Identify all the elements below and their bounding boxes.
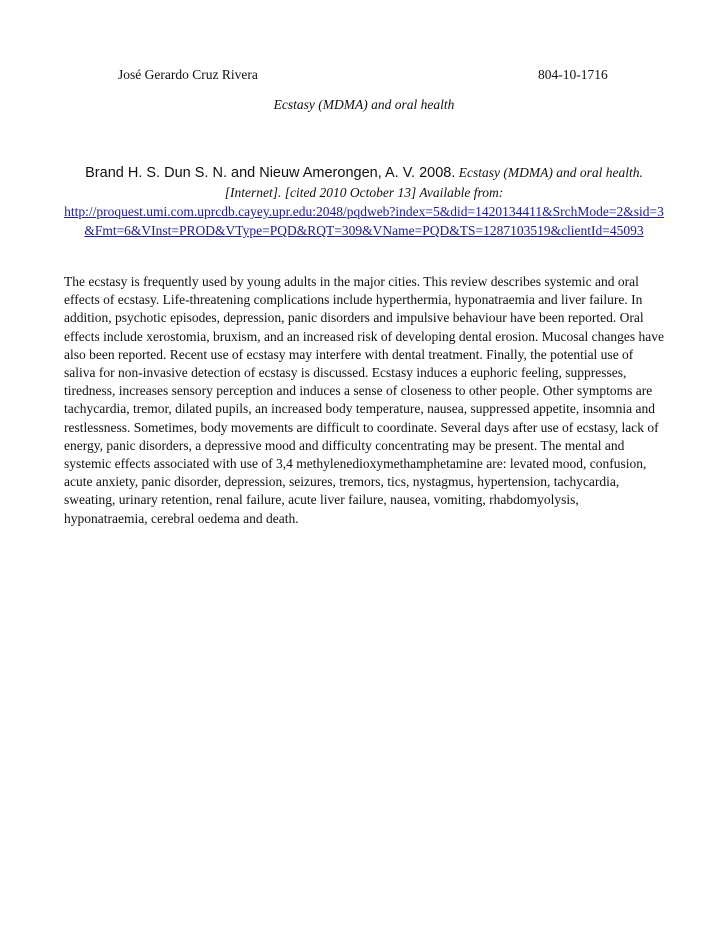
citation <box>64 163 664 240</box>
citation-url-link[interactable]: http://proquest.umi.com.uprcdb.cayey.upr.edu:2048/pqdweb?index=5&did=1420134411&SrchMode=2&sid=3&Fmt=6&VInst=PROD&VType=PQD&RQT=309&VName=PQD&TS=1287103519&clientId=45093 <box>64 204 664 238</box>
document-title: Ecstasy (MDMA) and oral health <box>273 97 455 112</box>
citation-authors: Brand H. S. Dun S. N. and Nieuw Amerongen, A. V. 2008. <box>85 165 456 181</box>
citation-details: [Internet]. [cited 2010 October 13] Available from: <box>224 185 504 200</box>
citation-title: Ecstasy (MDMA) and oral health. <box>458 165 643 180</box>
student-id: 804-10-1716 <box>538 67 608 82</box>
abstract-paragraph: The ecstasy is frequently used by young adults in the major cities. This review describes systemic and oral effects of ecstasy. Life-threatening complications include hyperthermia, hyponatraemia and liver failure. In addition, psychotic episodes, depression, panic disorders and impulsive behaviour have been reported. Oral effects include xerostomia, bruxism, and an increased risk of developing dental erosion. Mucosal changes have also been reported. Recent use of ecstasy may interfere with dental treatment. Finally, the potential use of saliva for non-invasive detection of ecstasy is discussed. Ecstasy induces a euphoric feeling, suppresses, tiredness, increases sensory perception and induces a sense of closeness to other people. Other symptoms are tachycardia, tremor, dilated pupils, an increased body temperature, nausea, suppressed appetite, insomnia and restlessness. Sometimes, body movements are difficult to coordinate. Several days after use of ecstasy, lack of energy, panic disorders, a depressive mood and difficulty concentrating may be present. The mental and systemic effects associated with use of 3,4 methylenedioxymethamphetamine are: levated mood, confusion, acute anxiety, panic disorder, depression, seizures, tremors, tics, nystagmus, hypertension, tachycardia, sweating, urinary retention, renal failure, acute liver failure, nausea, vomiting, rhabdomyolysis, hyponatraemia, cerebral oedema and death. <box>64 274 664 526</box>
author-name: José Gerardo Cruz Rivera <box>118 67 258 82</box>
